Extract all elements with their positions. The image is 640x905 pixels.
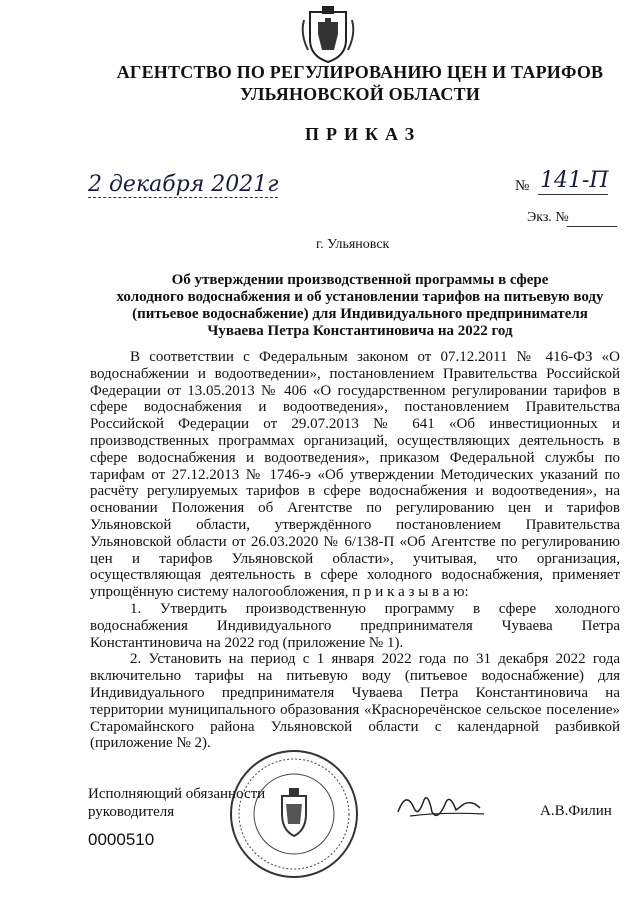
order-title: ПРИКАЗ: [305, 124, 422, 144]
order-body: [90, 349, 620, 752]
org-name-line1: АГЕНТСТВО ПО РЕГУЛИРОВАНИЮ ЦЕН И ТАРИФОВ: [116, 62, 604, 82]
copy-number-label: Экз. №: [527, 210, 569, 225]
signer-position-line: руководителя: [88, 804, 175, 820]
order-number: 141-П: [540, 168, 609, 193]
subject-line: Об утверждении производственной программы в сфере: [171, 272, 549, 288]
date-underline: [88, 197, 278, 198]
subject-line: (питьевое водоснабжение) для Индивидуального предпринимателя: [132, 306, 588, 322]
signer-position-line: Исполняющий обязанности: [88, 786, 266, 802]
order-number-label: №: [515, 178, 530, 194]
order-date: 2 декабря 2021г: [88, 172, 279, 197]
preamble-paragraph: В соответствии с Федеральным законом от 07.12.2011 № 416-ФЗ «О водоснабжении и водоотведении», постановлением Правительства Российской Федерации от 13.05.2013 № 406 «О государственном регулировании тарифов в сфере водоснабжения и водоотведения», постановлением Правительства Российской Федерации от 29.07.2013 № 641 «Об инвестиционных и производственных программах организаций, осуществляющих деятельность в сфере водоснабжения и водоотведения», приказом Федеральной службы по тарифам от 27.12.2013 № 1746-э «Об утверждении Методических указаний по расчёту регулируемых тарифов в сфере водоснабжения и водоотведения», на основании Положения об Агентстве по регулированию цен и тарифов Ульяновской области, утверждённого постановлением Правительства Ульяновской области от 26.03.2020 № 6/138-П «Об Агентстве по регулированию цен и тарифов Ульяновской области», учитывая, что организация, осуществляющая деятельность в сфере холодного водоснабжения, применяет упрощённую систему налогообложения, п р и к а з ы в а ю:: [90, 349, 620, 601]
coat-of-arms-icon: [300, 4, 356, 64]
org-name-line2: УЛЬЯНОВСКОЙ ОБЛАСТИ: [239, 84, 481, 104]
handwritten-signature-icon: [392, 782, 492, 832]
registration-number: 0000510: [88, 830, 155, 849]
order-subject: [80, 272, 640, 340]
subject-line: Чуваева Петра Константиновича на 2022 год: [207, 323, 513, 339]
signer-position: [88, 785, 265, 821]
order-item-1: 1. Утвердить производственную программу в сфере холодного водоснабжения Индивидуального предпринимателя Чуваева Петра Константиновича на 2022 год (приложение № 1).: [90, 600, 620, 651]
subject-line: холодного водоснабжения и об установлении тарифов на питьевую воду: [116, 289, 604, 305]
order-item-2: 2. Установить на период с 1 января 2022 года по 31 декабря 2022 года включительно тарифы на питьевую воду (питьевое водоснабжение) для Индивидуального предпринимателя Чуваева Петра Константиновича на территории муниципального образования «Красноречёнское сельское поселение» Старомайнского района Ульяновской области с календарной разбивкой (приложение № 2).: [90, 651, 620, 752]
number-underline: [538, 194, 608, 195]
signer-name: А.В.Филин: [540, 803, 612, 819]
city: г. Ульяновск: [316, 237, 390, 252]
copy-number-line: [567, 226, 617, 227]
